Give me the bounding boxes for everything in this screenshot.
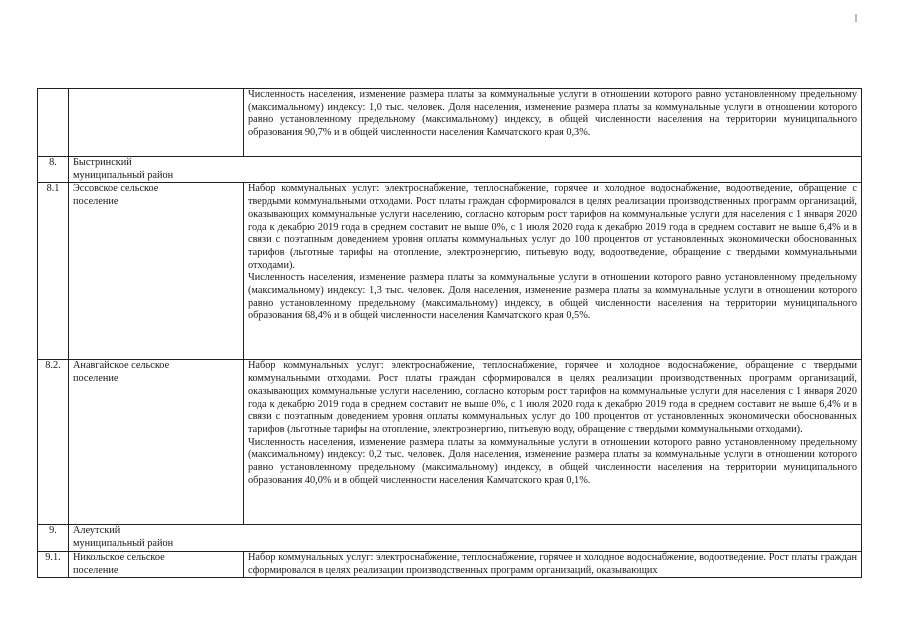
- population-paragraph: Численность населения, изменение размера платы за коммунальные услуги в отношении которого равно установленному предельному (максимальному) индексу: 1,3 тыс. человек. Доля населения, изменение размера платы за коммунальные услуги в отношении которого равно установленному предельному (максимальному) индексу, в общей численности населения на территории муниципального образования 68,4% и в общей численности населения Камчатского края 0,5%.: [248, 272, 857, 322]
- services-paragraph: Набор коммунальных услуг: электроснабжение, теплоснабжение, горячее и холодное водоснабжение, водоотведение. Рост платы граждан сформировался в целях реализации производственных программ организаций, оказывающих: [248, 551, 857, 576]
- row-number: 8.2.: [38, 360, 69, 525]
- district-name: [69, 525, 862, 551]
- district-name-text: Быстринский муниципальный район: [73, 157, 174, 181]
- tariff-table: [37, 88, 862, 578]
- table-row: [38, 183, 862, 360]
- table-row: [38, 525, 862, 551]
- row-number: 9.: [38, 525, 69, 551]
- table-row: [38, 360, 862, 525]
- row-description: [244, 360, 862, 525]
- municipality-name: [69, 551, 244, 577]
- district-name-text: Алеутский муниципальный район: [73, 525, 174, 550]
- municipality-name: [69, 183, 244, 360]
- municipality-name: [69, 360, 244, 525]
- population-paragraph: Численность населения, изменение размера платы за коммунальные услуги в отношении которого равно установленному предельному (максимальному) индексу: 1,0 тыс. человек. Доля населения, изменение размера платы за коммунальные услуги в отношении которого равно установленному предельному (максимальному) индексу, в общей численности населения на территории муниципального образования 90,7% и в общей численности населения Камчатского края 0,3%.: [248, 89, 857, 139]
- table-row: [38, 89, 862, 157]
- row-description: [244, 183, 862, 360]
- population-paragraph: Численность населения, изменение размера платы за коммунальные услуги в отношении которого равно установленному предельному (максимальному) индексу: 0,2 тыс. человек. Доля населения, изменение размера платы за коммунальные услуги в отношении которого равно установленному предельному (максимальному) индексу, в общей численности населения на территории муниципального образования 40,0% и в общей численности населения Камчатского края 0,1%.: [248, 436, 857, 486]
- municipality-name-text: Эссовское сельское поселение: [73, 183, 159, 208]
- services-paragraph: Набор коммунальных услуг: электроснабжение, теплоснабжение, горячее и холодное водоснабжение, водоотведение, обращение с твердыми коммунальными отходами. Рост платы граждан сформировался в целях реализации производственных программ организаций, оказывающих коммунальные услуги населению, согласно которым рост тарифов на коммунальные услуги для населения с 1 января 2020 года к декабрю 2019 года в среднем составит не выше 0%, с 1 июля 2020 года к декабрю 2019 года в среднем составит не выше 6,4% и в связи с поэтапным доведением уровня оплаты коммунальных услуг до 100 процентов от установленных экономически обоснованных тарифов (льготные тарифы на отопление, электроэнергию, питьевую воду, водоотведение, обращение с твердыми коммунальными отходами).: [248, 183, 857, 271]
- services-paragraph: Набор коммунальных услуг: электроснабжение, теплоснабжение, горячее и холодное водоснабжение, обращение с твердыми коммунальными отходами. Рост платы граждан сформировался в целях реализации производственных программ организаций, оказывающих коммунальные услуги населению, согласно которым рост тарифов на коммунальные услуги для населения с 1 января 2020 года к декабрю 2019 года в среднем составит не выше 0%, с 1 июля 2020 года к декабрю 2019 года в среднем составит не выше 6,4% и в связи с поэтапным доведением уровня оплаты коммунальных услуг до 100 процентов от установленных экономически обоснованных тарифов (льготные тарифы на отопление, электроэнергию, питьевую воду, обращение с твердыми коммунальными отходами).: [248, 360, 857, 435]
- table-row: [38, 157, 862, 183]
- row-number: [38, 89, 69, 157]
- district-name: [69, 157, 862, 183]
- scan-mark: [855, 14, 857, 22]
- municipality-name: [69, 89, 244, 157]
- row-number: 8.1: [38, 183, 69, 360]
- municipality-name-text: Анавгайское сельское поселение: [73, 360, 170, 385]
- row-number: 8.: [38, 157, 69, 183]
- municipality-name-text: Никольское сельское поселение: [73, 551, 165, 576]
- row-description: [244, 89, 862, 157]
- row-description: [244, 551, 862, 577]
- row-number: 9.1.: [38, 551, 69, 577]
- table-row: [38, 551, 862, 577]
